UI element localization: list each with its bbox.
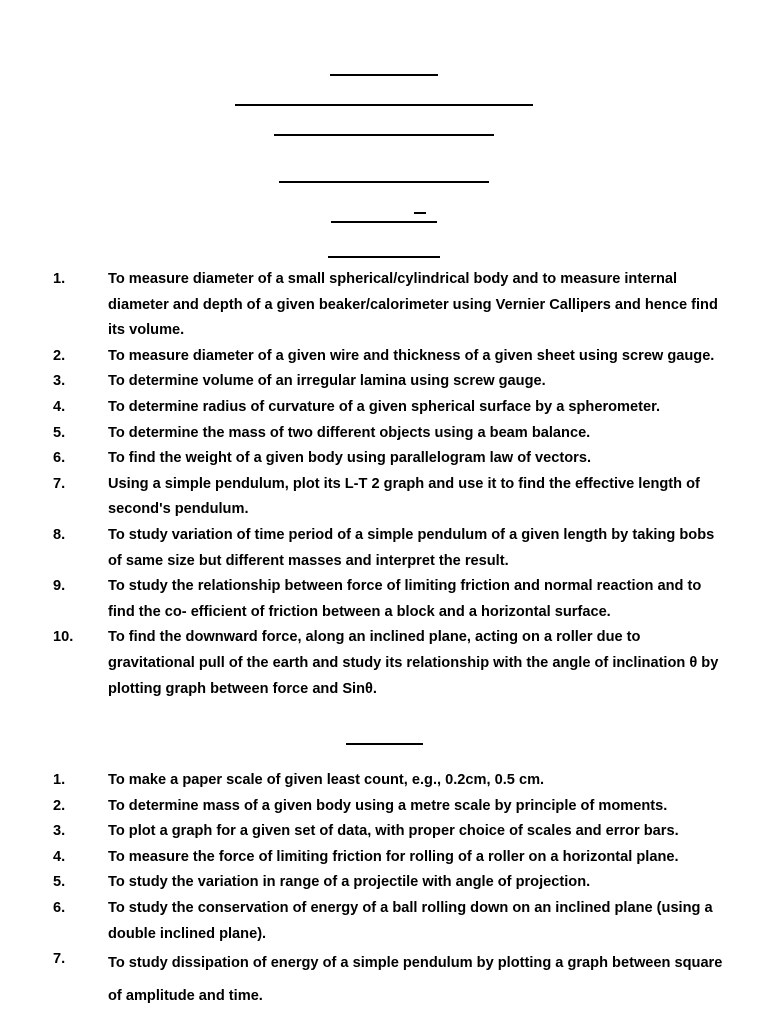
list-item [0,446,768,472]
item-text: To determine mass of a given body using a metre scale by principle of moments. [108,797,668,814]
item-number: 7. [53,951,66,968]
heading-underline-1 [330,74,438,76]
item-number: 2. [53,347,66,364]
item-text: To determine volume of an irregular lamina using screw gauge. [108,373,546,390]
item-number: 3. [53,823,66,840]
list-item [0,421,768,447]
item-text: To study the conservation of energy of a ball rolling down on an inclined plane (using a double inclined plane). [108,899,713,942]
list-item [0,574,768,625]
item-number: 1. [53,271,66,287]
item-text: To study variation of time period of a simple pendulum of a given length by taking bobs of same size but different masses and interpret the result. [108,526,715,569]
item-text: To measure the force of limiting friction for rolling of a roller on a horizontal plane. [108,848,679,865]
item-text: To measure diameter of a given wire and thickness of a given sheet using screw gauge. [108,347,715,364]
list-item [0,267,768,344]
list-item [0,870,768,896]
item-number: 6. [53,450,66,467]
item-number: 4. [53,398,66,415]
list-item [0,896,768,947]
item-number: 2. [53,797,66,814]
item-text: Using a simple pendulum, plot its L-T 2 graph and use it to find the effective length of second's pendulum. [108,475,700,518]
list-item [0,344,768,370]
heading-underline-2 [235,104,533,106]
list-item [0,523,768,574]
item-number: 9. [53,578,66,595]
section-b-heading-underline [346,743,423,745]
item-text: To make a paper scale of given least count, e.g., 0.2cm, 0.5 cm. [108,772,545,788]
item-text: To plot a graph for a given set of data, with proper choice of scales and error bars. [108,823,679,840]
heading-underline-5 [331,221,437,223]
item-number: 5. [53,874,66,891]
item-number: 4. [53,848,66,865]
item-number: 1. [53,772,66,788]
section-a-experiment-list [0,267,768,702]
item-text: To determine radius of curvature of a given spherical surface by a spherometer. [108,398,661,415]
item-text: To study the variation in range of a projectile with angle of projection. [108,874,591,891]
list-item [0,369,768,395]
section-a-heading-underline [328,256,440,258]
item-number: 10. [53,629,74,646]
heading-dash-mark [414,212,426,214]
section-b-activity-list [0,768,768,1013]
list-item [0,794,768,820]
list-item [0,845,768,871]
item-number: 7. [53,475,66,492]
item-number: 6. [53,899,66,916]
item-number: 5. [53,424,66,441]
list-item [0,472,768,523]
item-text: To measure diameter of a small spherical/cylindrical body and to measure internal diameter and depth of a given beaker/calorimeter using Vernier Callipers and hence find its volume. [108,271,718,339]
item-text: To study dissipation of energy of a simple pendulum by plotting a graph between square of amplitude and time. [108,955,723,1005]
list-item [0,947,768,1013]
item-text: To study the relationship between force of limiting friction and normal reaction and to find the co- efficient of friction between a block and a horizontal surface. [108,578,702,620]
list-item [0,625,768,702]
item-number: 3. [53,373,66,390]
heading-underline-4 [279,181,489,183]
list-item [0,395,768,421]
list-item [0,819,768,845]
item-text: To find the weight of a given body using parallelogram law of vectors. [108,450,592,467]
list-item [0,768,768,794]
item-number: 8. [53,526,66,543]
heading-underline-3 [274,134,494,136]
item-text: To determine the mass of two different objects using a beam balance. [108,424,591,441]
item-text: To find the downward force, along an inclined plane, acting on a roller due to gravitational pull of the earth and study its relationship with the angle of inclination θ by plotting graph between force and Sinθ. [108,629,719,697]
